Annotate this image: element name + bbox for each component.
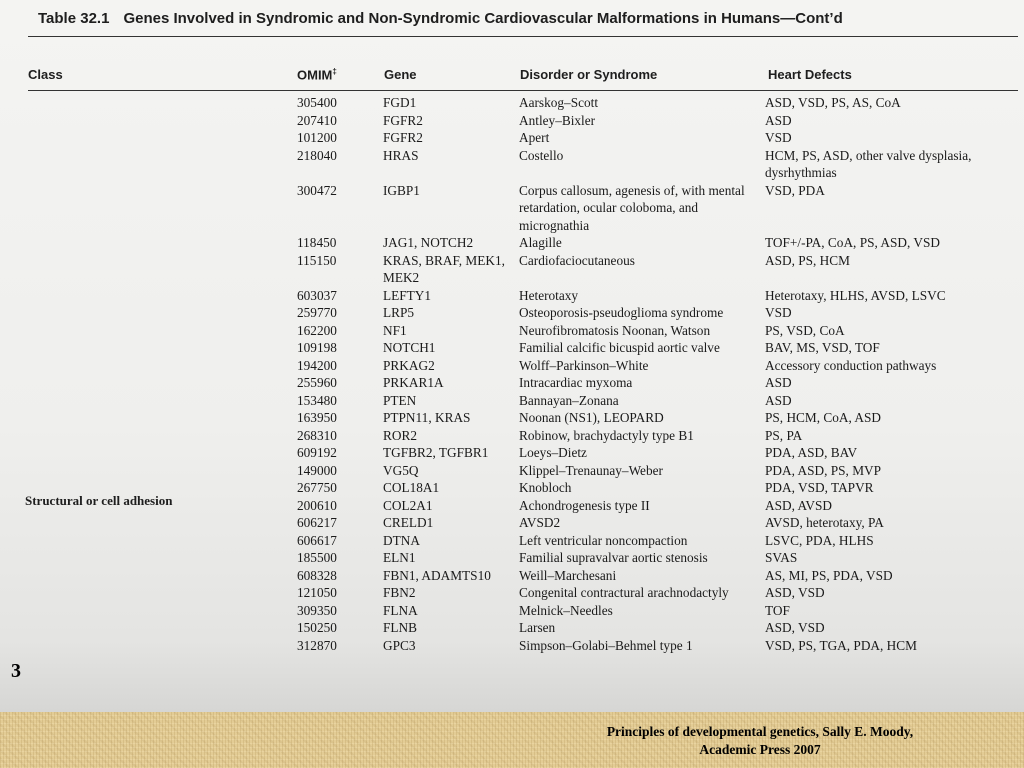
gene-cell: KRAS, BRAF, MEK1, MEK2 [383, 252, 505, 285]
gene-cell: ROR2 [383, 427, 417, 443]
table-row [0, 304, 1024, 322]
heart-defects-cell: ASD, VSD [765, 620, 825, 635]
omim-cell: 259770 [297, 305, 337, 320]
disorder-cell: Achondrogenesis type II [519, 497, 650, 513]
disorder-cell: Familial calcific bicuspid aortic valve [519, 340, 720, 355]
heart-defects-cell: ASD, AVSD [765, 497, 833, 513]
heart-defects-cell: PS, HCM, CoA, ASD [765, 410, 882, 425]
disorder-cell: Weill–Marchesani [519, 567, 617, 583]
heart-defects-cell: PS, PA [765, 427, 803, 443]
omim-cell: 268310 [297, 427, 337, 443]
disorder-cell: Osteoporosis-pseudoglioma syndrome [519, 305, 724, 320]
table-row [0, 619, 1024, 637]
table-row [0, 339, 1024, 357]
heart-defects-cell: BAV, MS, VSD, TOF [765, 340, 880, 355]
heart-defects-cell: ASD [765, 375, 792, 390]
heart-defects-cell: ASD, VSD, PS, AS, CoA [765, 95, 901, 110]
table-row [0, 514, 1024, 532]
footer-banner [0, 712, 1024, 768]
disorder-cell: Cardiofaciocutaneous [519, 252, 635, 268]
gene-cell: CRELD1 [383, 515, 434, 530]
omim-cell: 121050 [297, 585, 337, 600]
disorder-cell: Bannayan–Zonana [519, 392, 619, 408]
disorder-cell: Costello [519, 147, 564, 163]
gene-cell: HRAS [383, 147, 419, 163]
disorder-cell: Robinow, brachydactyly type B1 [519, 427, 694, 443]
table-title-text: Genes Involved in Syndromic and Non-Syndromic Cardiovascular Malformations in Humans—Cont’d [123, 10, 843, 27]
disorder-cell: Simpson–Golabi–Behmel type 1 [519, 637, 693, 653]
gene-cell: PRKAR1A [383, 375, 444, 390]
citation-line-2: Academic Press 2007 [699, 742, 821, 757]
heart-defects-cell: VSD, PS, TGA, PDA, HCM [765, 637, 917, 653]
heart-defects-cell: VSD [765, 130, 792, 145]
omim-footnote-mark: ‡ [332, 67, 337, 76]
disorder-cell: Antley–Bixler [519, 112, 596, 128]
disorder-cell: Wolff–Parkinson–White [519, 357, 649, 373]
omim-cell: 606617 [297, 532, 337, 548]
heart-defects-cell: PDA, ASD, PS, MVP [765, 462, 882, 478]
disorder-cell: Neurofibromatosis Noonan, Watson [519, 322, 711, 338]
table-row [0, 392, 1024, 410]
heart-defects-cell: AS, MI, PS, PDA, VSD [765, 567, 893, 583]
table-row [0, 602, 1024, 620]
omim-cell: 200610 [297, 497, 337, 513]
disorder-cell: Knobloch [519, 480, 572, 495]
table-body [0, 94, 1024, 654]
disorder-cell: AVSD2 [519, 515, 561, 530]
table-row [0, 444, 1024, 462]
omim-cell: 606217 [297, 515, 337, 530]
gene-cell: JAG1, NOTCH2 [383, 235, 474, 250]
omim-cell: 109198 [297, 340, 337, 355]
heart-defects-cell: LSVC, PDA, HLHS [765, 532, 874, 548]
omim-cell: 267750 [297, 480, 337, 495]
heart-defects-cell: ASD, VSD [765, 585, 825, 600]
table-title [38, 10, 1018, 27]
heart-defects-cell: PDA, VSD, TAPVR [765, 480, 874, 495]
heart-defects-cell: VSD [765, 305, 792, 320]
gene-cell: FGD1 [383, 95, 417, 110]
omim-cell: 609192 [297, 445, 337, 460]
table-row [0, 182, 1024, 235]
table-row [0, 462, 1024, 480]
gene-cell: LRP5 [383, 305, 415, 320]
heart-defects-cell: ASD [765, 392, 792, 408]
gene-cell: COL18A1 [383, 480, 440, 495]
heart-defects-cell: ASD, PS, HCM [765, 252, 850, 268]
omim-cell: 218040 [297, 147, 337, 163]
gene-cell: FBN1, ADAMTS10 [383, 567, 491, 583]
column-header-class: Class [28, 67, 63, 82]
omim-cell: 163950 [297, 410, 337, 425]
omim-cell: 115150 [297, 252, 337, 268]
table-row [0, 479, 1024, 497]
omim-cell: 305400 [297, 95, 337, 110]
gene-cell: FLNA [383, 602, 418, 618]
gene-cell: TGFBR2, TGFBR1 [383, 445, 489, 460]
table-row [0, 234, 1024, 252]
gene-cell: DTNA [383, 532, 420, 548]
heart-defects-cell: TOF [765, 602, 790, 618]
omim-cell: 312870 [297, 637, 337, 653]
disorder-cell: Heterotaxy [519, 287, 579, 303]
table-row [0, 287, 1024, 305]
gene-cell: FGFR2 [383, 130, 423, 145]
gene-cell: PTEN [383, 392, 417, 408]
table-row [0, 497, 1024, 515]
heart-defects-cell: HCM, PS, ASD, other valve dysplasia, dysrhythmias [765, 147, 972, 180]
disorder-cell: Klippel–Trenaunay–Weber [519, 462, 663, 478]
gene-cell: VG5Q [383, 462, 419, 478]
table-row [0, 357, 1024, 375]
disorder-cell: Larsen [519, 620, 556, 635]
heart-defects-cell: PDA, ASD, BAV [765, 445, 858, 460]
table-row [0, 584, 1024, 602]
heart-defects-cell: VSD, PDA [765, 182, 825, 198]
header-rule [28, 90, 1018, 91]
disorder-cell: Intracardiac myxoma [519, 375, 633, 390]
gene-cell: FGFR2 [383, 112, 423, 128]
column-header-gene: Gene [384, 67, 417, 82]
omim-cell: 309350 [297, 602, 337, 618]
table-number: Table 32.1 [38, 10, 110, 27]
table-row [0, 147, 1024, 182]
gene-cell: PTPN11, KRAS [383, 410, 471, 425]
table-row [0, 532, 1024, 550]
disorder-cell: Familial supravalvar aortic stenosis [519, 550, 708, 565]
table-row [0, 94, 1024, 112]
gene-cell: COL2A1 [383, 497, 433, 513]
omim-cell: 603037 [297, 287, 337, 303]
omim-cell: 162200 [297, 322, 337, 338]
disorder-cell: Left ventricular noncompaction [519, 532, 688, 548]
column-header-disorder: Disorder or Syndrome [520, 67, 658, 82]
title-rule [28, 36, 1018, 37]
column-header-omim [297, 67, 337, 82]
class-label: Structural or cell adhesion [25, 493, 173, 508]
citation-line-1: Principles of developmental genetics, Sally E. Moody, [606, 724, 914, 739]
table-row [0, 252, 1024, 287]
disorder-cell: Alagille [519, 235, 562, 250]
column-header-heart-defects: Heart Defects [768, 67, 852, 82]
table-row [0, 567, 1024, 585]
citation [540, 723, 980, 759]
table-row [0, 409, 1024, 427]
omim-cell: 300472 [297, 182, 337, 198]
gene-cell: FLNB [383, 620, 417, 635]
gene-cell: GPC3 [383, 637, 416, 653]
table-row [0, 112, 1024, 130]
slide-number: 3 [11, 660, 21, 682]
disorder-cell: Corpus callosum, agenesis of, with mental retardation, ocular coloboma, and micrognathia [519, 182, 745, 233]
table-row [0, 427, 1024, 445]
table-row [0, 374, 1024, 392]
disorder-cell: Loeys–Dietz [519, 445, 587, 460]
gene-cell: LEFTY1 [383, 287, 432, 303]
omim-cell: 185500 [297, 550, 337, 565]
omim-cell: 101200 [297, 130, 337, 145]
omim-cell: 207410 [297, 112, 337, 128]
heart-defects-cell: AVSD, heterotaxy, PA [765, 515, 884, 530]
heart-defects-cell: ASD [765, 112, 792, 128]
gene-cell: NF1 [383, 322, 407, 338]
heart-defects-cell: Accessory conduction pathways [765, 357, 937, 373]
table-row [0, 637, 1024, 655]
disorder-cell: Noonan (NS1), LEOPARD [519, 410, 664, 425]
heart-defects-cell: SVAS [765, 550, 798, 565]
omim-cell: 194200 [297, 357, 337, 373]
table-row [0, 129, 1024, 147]
heart-defects-cell: TOF+/-PA, CoA, PS, ASD, VSD [765, 235, 941, 250]
table-row [0, 322, 1024, 340]
disorder-cell: Apert [519, 130, 550, 145]
omim-cell: 118450 [297, 235, 337, 250]
omim-cell: 150250 [297, 620, 337, 635]
gene-cell: PRKAG2 [383, 357, 435, 373]
heart-defects-cell: PS, VSD, CoA [765, 322, 845, 338]
gene-cell: FBN2 [383, 585, 416, 600]
column-header-omim-text: OMIM [297, 67, 333, 83]
disorder-cell: Aarskog–Scott [519, 95, 599, 110]
gene-cell: IGBP1 [383, 182, 420, 198]
table-row [0, 549, 1024, 567]
gene-cell: ELN1 [383, 550, 416, 565]
heart-defects-cell: Heterotaxy, HLHS, AVSD, LSVC [765, 287, 946, 303]
gene-cell: NOTCH1 [383, 340, 436, 355]
omim-cell: 153480 [297, 392, 337, 408]
omim-cell: 608328 [297, 567, 337, 583]
disorder-cell: Congenital contractural arachnodactyly [519, 585, 729, 600]
disorder-cell: Melnick–Needles [519, 602, 613, 618]
omim-cell: 149000 [297, 462, 337, 478]
omim-cell: 255960 [297, 375, 337, 390]
